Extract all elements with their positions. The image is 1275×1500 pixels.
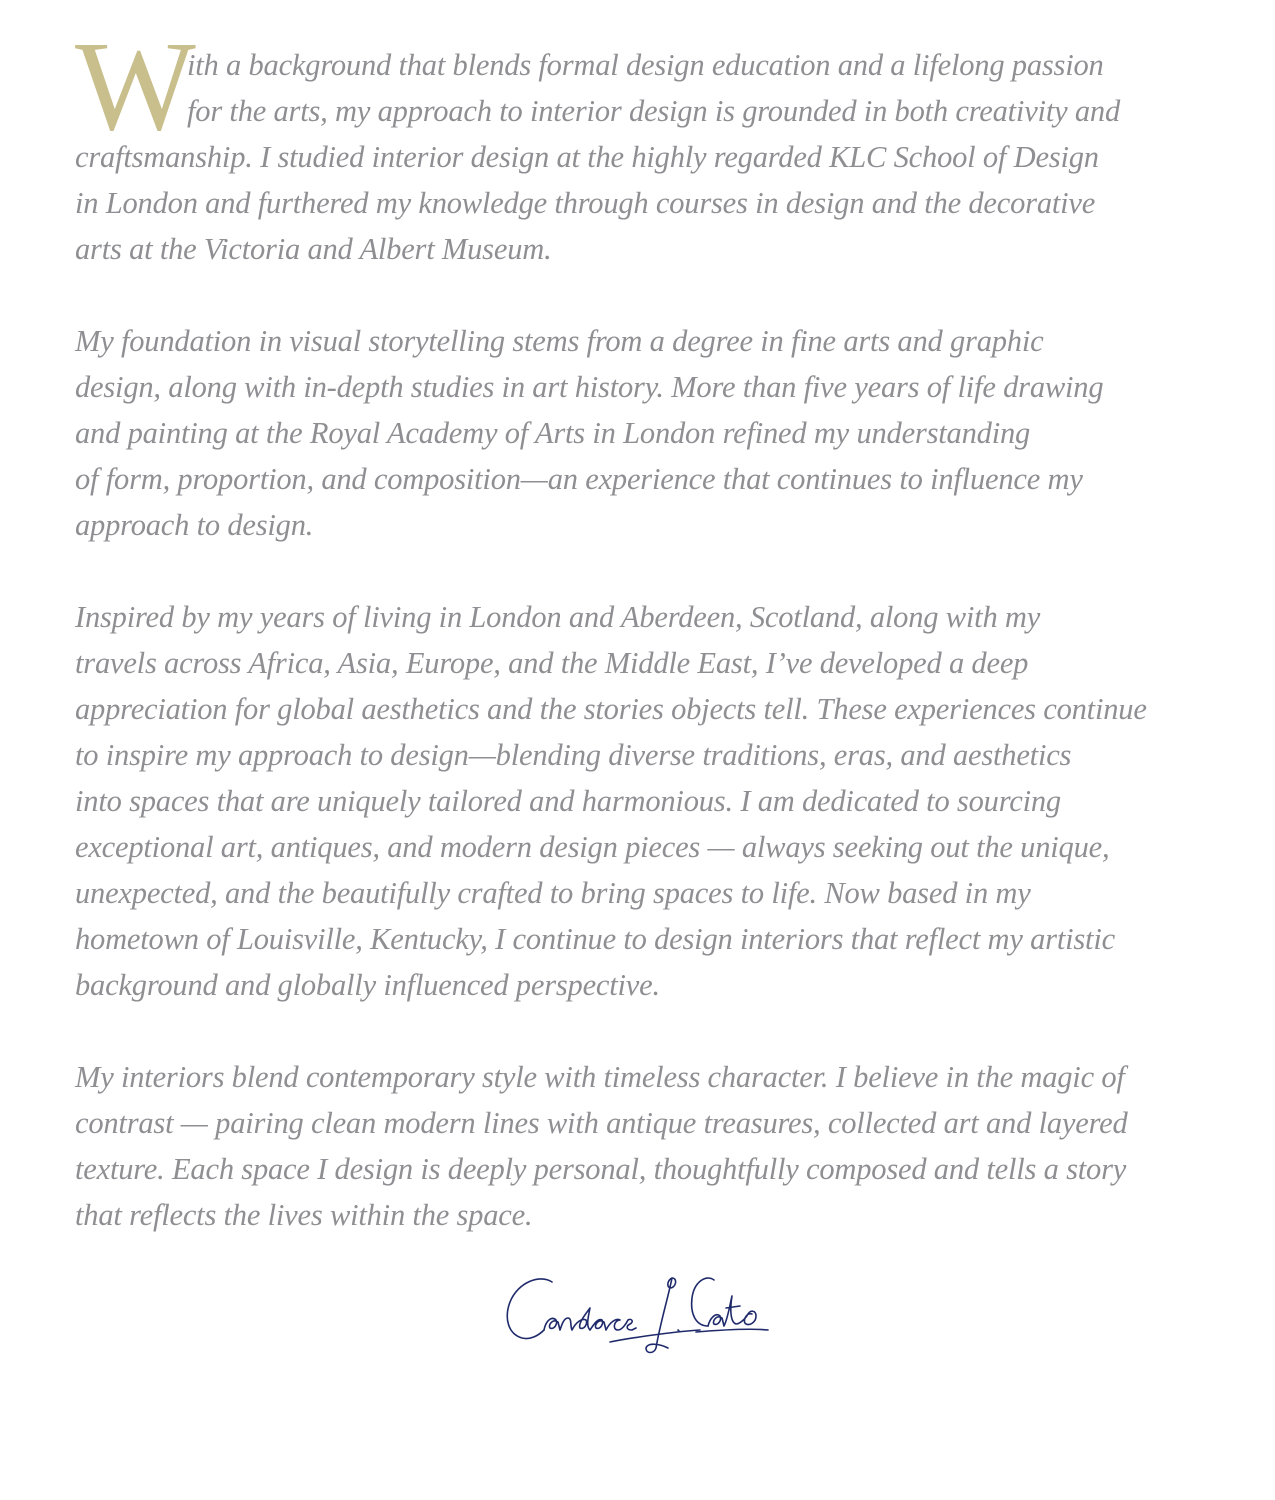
drop-cap: W <box>75 15 192 157</box>
text-line: unexpected, and the beautifully crafted to bring spaces to life. Now based in my <box>75 876 1031 910</box>
text-line: that reflects the lives within the space. <box>75 1198 533 1232</box>
text-line: arts at the Victoria and Albert Museum. <box>75 232 552 266</box>
text-line: of form, proportion, and composition—an experience that continues to influence my <box>75 462 1083 496</box>
text-line: My foundation in visual storytelling stems from a degree in fine arts and graphic <box>75 324 1044 358</box>
text-line: My interiors blend contemporary style with timeless character. I believe in the magic of <box>75 1060 1125 1094</box>
text-line: exceptional art, antiques, and modern design pieces — always seeking out the unique, <box>75 830 1110 864</box>
paragraph-style <box>75 1054 1210 1238</box>
paragraph-travels <box>75 594 1210 1008</box>
text-line: background and globally influenced perspective. <box>75 968 660 1002</box>
text-line: texture. Each space I design is deeply personal, thoughtfully composed and tells a story <box>75 1152 1127 1186</box>
text-line: contrast — pairing clean modern lines with antique treasures, collected art and layered <box>75 1106 1128 1140</box>
text-line: for the arts, my approach to interior design is grounded in both creativity and <box>187 94 1121 128</box>
text-line: to inspire my approach to design—blending diverse traditions, eras, and aesthetics <box>75 738 1072 772</box>
bio-text <box>75 42 1210 1284</box>
text-line: craftsmanship. I studied interior design at the highly regarded KLC School of Design <box>75 140 1099 174</box>
text-line: approach to design. <box>75 508 314 542</box>
text-line: in London and furthered my knowledge through courses in design and the decorative <box>75 186 1096 220</box>
text-line: travels across Africa, Asia, Europe, and the Middle East, I’ve developed a deep <box>75 646 1029 680</box>
text-line: appreciation for global aesthetics and the stories objects tell. These experiences continue <box>75 692 1147 726</box>
text-line: into spaces that are uniquely tailored and harmonious. I am dedicated to sourcing <box>75 784 1061 818</box>
text-line: design, along with in-depth studies in art history. More than five years of life drawing <box>75 370 1104 404</box>
paragraph-foundation <box>75 318 1210 548</box>
text-line: and painting at the Royal Academy of Arts in London refined my understanding <box>75 416 1031 450</box>
signature-icon <box>500 1268 780 1358</box>
text-line: Inspired by my years of living in London and Aberdeen, Scotland, along with my <box>75 600 1041 634</box>
text-line: ith a background that blends formal design education and a lifelong passion <box>187 48 1104 82</box>
paragraph-education <box>75 42 1210 272</box>
text-line: hometown of Louisville, Kentucky, I continue to design interiors that reflect my artistic <box>75 922 1115 956</box>
